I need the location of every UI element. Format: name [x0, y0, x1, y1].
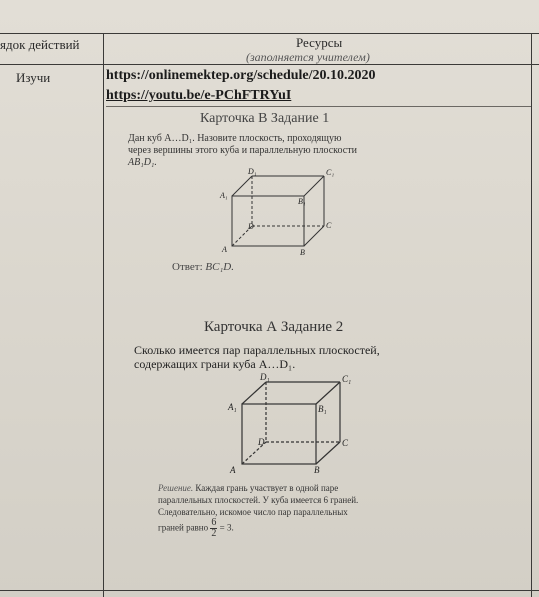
cube-a-label-c: C: [342, 438, 349, 448]
cube-a-label-a1: A₁: [228, 402, 237, 412]
solution-result: = 3.: [219, 522, 234, 533]
cube-a-label-b: B: [314, 465, 320, 475]
cube-a-label-d1: D₁: [260, 372, 270, 382]
table-column-divider: [103, 33, 104, 597]
card-a-solution-4: [158, 518, 234, 539]
solution-text-1: Каждая грань участвует в одной паре: [195, 483, 339, 493]
cube-b-label-d: D: [248, 222, 254, 231]
card-a-text-2: содержащих грани куба A…D₁.: [134, 357, 296, 371]
answer-label: Ответ:: [172, 261, 203, 273]
cube-b-label-b1: B₁: [298, 197, 306, 206]
card-b-title: Карточка В Задание 1: [200, 111, 330, 126]
table-right-border: [531, 33, 532, 597]
header-order-of-actions: ядок действий: [0, 37, 80, 52]
cube-b-label-d1: D₁: [248, 167, 257, 176]
fraction-numerator: 6: [211, 517, 217, 528]
solution-fraction: [210, 518, 217, 539]
card-a-title: Карточка А Задание 2: [204, 319, 344, 335]
solution-label: Решение.: [158, 483, 194, 493]
header-resources: Ресурсы: [296, 35, 343, 50]
link-youtube[interactable]: https://youtu.be/e-PChFTRYuI: [106, 88, 292, 103]
solution-text-4: граней равно: [158, 522, 209, 533]
link-separator: [106, 106, 531, 107]
card-a-solution-2: параллельных плоскостей. У куба имеется 6 граней.: [158, 495, 359, 505]
header-resources-note: (заполняется учителем): [246, 50, 370, 64]
cube-diagram-a: [222, 372, 362, 476]
table-bottom-border: [0, 590, 539, 591]
row-action-study: Изучи: [16, 70, 51, 85]
table-top-border: [0, 33, 539, 34]
card-a-solution-1: [158, 482, 338, 494]
cube-a-label-a: A: [230, 465, 236, 475]
cube-b-label-c1: C₁: [326, 168, 335, 177]
cube-b-label-a1: A₁: [220, 191, 228, 200]
card-b-text-3: AB₁D₁.: [128, 157, 157, 168]
card-b-answer: [172, 261, 234, 273]
answer-value: BC₁D.: [205, 261, 234, 273]
cube-b-label-c: C: [326, 221, 332, 230]
cube-diagram-b: [212, 166, 342, 258]
card-a-solution-3: Следовательно, искомое число пар параллельных: [158, 507, 348, 517]
card-a-text-1: Сколько имеется пар параллельных плоскостей,: [134, 343, 380, 357]
cube-b-label-b: B: [300, 248, 305, 257]
cube-a-label-b1: B₁: [318, 404, 327, 414]
link-onlinemektep[interactable]: https://onlinemektep.org/schedule/20.10.2020: [106, 68, 376, 83]
card-b-text-2: через вершины этого куба и параллельную плоскости: [128, 145, 357, 156]
cube-a-label-c1: C₁: [342, 374, 352, 384]
fraction-denominator: 2: [211, 528, 217, 539]
cube-b-label-a: A: [222, 245, 227, 254]
cube-a-label-d: D: [258, 437, 265, 447]
card-b-text-1: Дан куб A…D₁. Назовите плоскость, проходящую: [128, 133, 342, 144]
